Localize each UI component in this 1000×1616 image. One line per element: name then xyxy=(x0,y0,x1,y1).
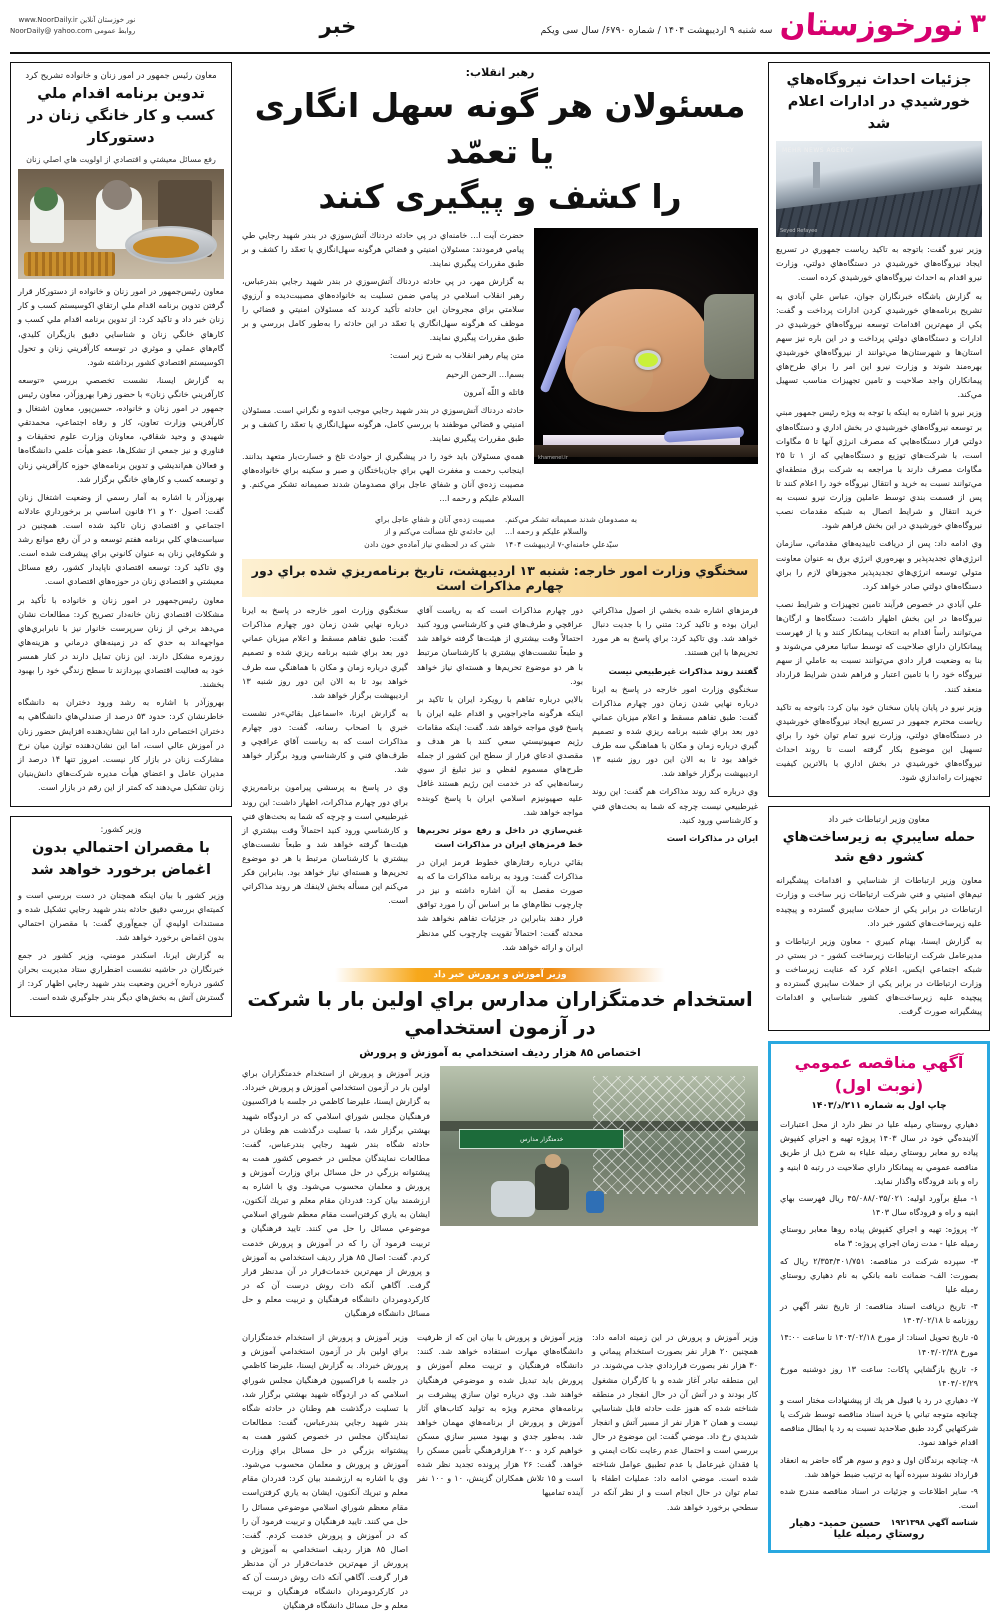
section-title: خبر xyxy=(319,14,357,38)
left-article-headline: جزئيات احداث نيروگاه‌هاي خورشيدي در ادارات اعلام شد xyxy=(786,72,972,132)
interior-minister-headline: با مقصران احتمالي بدون اغماض برخورد خواهد شد xyxy=(30,840,212,878)
paragraph: معاون رئيس‌جمهور در امور زنان و خانواده از دستوركار قرار گرفتن تدوين برنامه اقدام ملي ارتقاي اكوسيستم كسب و كار زنان خبر داد و تاكيد كرد: از تدوين برنامه اقدام ملي كسب و كارهاي خانگي زنان و شناسايي دقيق بازيگران كليدي، گام‌هاي عملي و موثري در توسعه كارآفريني زنان و تحول اكوسيستم اقتصادي كشور برداشته شود. xyxy=(18,286,224,367)
home-business-photo xyxy=(18,169,224,279)
cyber-article-body xyxy=(776,873,982,1018)
paragraph: وزير آموزش و پرورش در اين زمينه ادامه داد: همچنين ۲۰ هزار نفر بصورت استخدام پيماني و ۳۰ هزار نفر بصورت قراردادي جذب مي‌شوند. در اين منطقه تبادر آغاز شده و با كارگران مشغول كار بودند و در آتش آن در حال انفجار در منطقه شناخته شده كه هنوز علت حادثه قابل شناسايي نيست و همان ۲ هزار نفر از مسير آتش و انفجار شديدي رخ داد. موضي گفت: اين موضوع در حال بررسي است و احتمال عدم رعايت نكات ايمني و يا فقدان غيرعامل با عدم تطبيق عوامل شناخته شده است. موضي ادامه داد: عمليات اطفاء با تمام توان در حال انجام است و از نظر آنكه در سطحي برخورد خواهد شد. xyxy=(592,1332,758,1512)
ad-paragraph: ۴- تاريخ دريافت اسناد مناقصه: از تاريخ نشر آگهي در روزنامه تا ۱۴۰۴/۰۲/۱۸ xyxy=(780,1301,978,1326)
paragraph: دور چهارم مذاكرات است كه به رياست آقاي عراقچي و طرف‌هاي فني و كارشناسي ورود كنيد احتمالاً وقت بيشتري از هيئت‌ها گرفته خواهد شد و طبعاً نشست‌هاي بيشتري با كارشناسان مرتبط با هر دو موضوع تحريم‌ها و هسته‌اي نياز خواهد بود. xyxy=(417,605,583,686)
photo-watermark-agency: MEHR NEWS AGENCY xyxy=(782,147,855,155)
paragraph: بهروزآذر با اشاره به رشد ورود دختران به دانشگاه خاطرنشان كرد: حدود ۵۳ درصد از صندلي‌هاي دانشگاهي به دختران اختصاص دارد اما اين نشان‌دهنده افزايش حضور زنان در آموزش عالي است، اما اين نشان‌دهنده توازن ميان نرخ مشاركت زنان در بازار كار نيست. امروز تنها ۱۴ درصد از مديران عامل و اعضاي هيأت مديره شركت‌هاي دانش‌بنيان زنان تشكيل مي‌دهند كه كمتر از اين رقم در بازار است. xyxy=(18,697,224,792)
tail-line: مصيبت زده‌ي آنان و شفاي عاجل براي xyxy=(374,514,495,524)
paragraph: وزير آموزش و پرورش با بيان اين كه از ظرفيت دانشگاه‌هاي مهارت استفاده خواهد شد. كنند: دانشگاه فرهنگيان و تربيت معلم آموزش و پرورش بايد تبديل شده و موضوعي فرهنگيان خواهند شد. وي درباره توان سازي پيشرفت بر برنامه‌هاي محترم ويژه به توليد كتاب‌هاي آثار آموزش و پرورش از برنامه‌هاي مهمان خواهد شد. به‌طور جدي و بهبود مسير سازي مسكن خواهيم كرد و ۲۰۰ هزارفرهنگي تأمين مسكن را خواهد. گفت: ۲۶ هزار پرونده تجديد نظر شده است و ۱۵ تلاش همكاران گزينش، ۱۰ و ۱۰۰ نفر آينده تماميها xyxy=(417,1332,584,1498)
ad-paragraph: ۹- ساير اطلاعات و جزئيات در اسناد مناقصه مندرج شده است. xyxy=(780,1485,978,1511)
signature-line: سيّدعلي خامنه‌اي-۷ ارديبهشت ۱۴۰۴ xyxy=(505,539,619,549)
signature-block xyxy=(505,514,758,552)
women-article-subhead: رفع مسائل معيشتي و اقتصادي از اولويت هاي اصلي زنان xyxy=(26,155,216,165)
main-headline-line2: را کشف و پیگیری کنند xyxy=(318,177,682,217)
logo-wordmark: نورخوزستان xyxy=(779,8,966,43)
cyber-article-headline: حمله سايبري به زيرساخت‌هاي كشور دفع شد xyxy=(782,830,976,865)
photo-watermark-photographer: Seyed Refayee xyxy=(780,228,818,235)
solar-panel-photo xyxy=(776,141,982,237)
photo-credit: khamenei.ir xyxy=(538,454,568,461)
ad-signer: حسين حميد- دهيار روستاي رميله عليا xyxy=(789,1518,925,1541)
women-article-headline: تدوين برنامه اقدام ملي كسب و كار خانگي زنان در دستوركار xyxy=(27,86,215,146)
women-article-kicker: معاون رئيس جمهور در امور زنان و خانواده تشريح كرد xyxy=(25,71,217,81)
subheading: گفتند روند مذاكرات غيرطبيعي نيست xyxy=(608,665,758,676)
ad-body xyxy=(780,1117,978,1512)
ad-paragraph: ۲- پروژه: تهيه و اجراي كفپوش پياده روها معابر روستاي رميله عليا - مدت زمان اجراي پروژه: ۳ ماه xyxy=(780,1224,978,1249)
ad-signature xyxy=(780,1518,978,1540)
paragraph: وزير نيرو گفت: باتوجه به تاكيد رياست جمهوري در تسريع ايجاد نيروگاه‌هاي خورشيدي در دستگاه‌هاي دولتي، وزارت نيرو اقدام به احداث نيروگاه‌هاي خورشيدي كرده است. xyxy=(776,244,982,283)
paragraph: معاون رئيس‌جمهور در امور زنان و خانواده با تأكيد بر مشكلات اقتصادي زنان خانه‌دار تصريح كرد: مطالعات نشان مي‌دهد برخي از زنان سرپرست خانوار نيز با نابرابري‌هاي مواجهه‌اند به حدي كه در زمينه‌هاي درماني و هزينه‌هاي روزمره مشكل دارند. اين زنان تمايل دارند در كنار همسر خود به فعاليت اقتصادي بپردازند تا سطح زندگي خود را بهبود بخشند. xyxy=(18,594,224,690)
education-minister-kicker: وزير آموزش و پرورش خبر داد xyxy=(335,968,665,982)
paragraph: وزير نيرو در پايان پايان سخنان خود بيان كرد: باتوجه به تاكيد رياست محترم جمهور در تسريع ايجاد نيروگاه‌هاي خورشيدي در دستگاه‌هاي دولتي، وزارت نيرو تمام توان خود را براي تسهيل اين موضوع بكار گرفته است تا روند احداث نيروگاه‌هاي خورشيدي در بخش اداري با بالاترين كيفيت تجهيزات راه‌اندازي شود. xyxy=(776,701,982,783)
signature-line: به مصدومان شدند صميمانه تشكر مي‌كنم. xyxy=(505,514,638,524)
page-grid xyxy=(0,54,1000,1616)
education-col-2 xyxy=(417,1330,583,1616)
issue-line: سه شنبه ۹ اردیبهشت ۱۴۰۴ / شماره ۶۷۹۰/ سال سی ویکم xyxy=(540,24,773,36)
education-article-body xyxy=(242,1330,758,1616)
ad-paragraph: ۷- دهياري در رد يا قبول هر يك از پيشنهادات مختار است و چنانچه متوجه تباني يا خريد اسناد مناقصه توسط شركت يا شركتهايي گردد طبق صلاحديد نسبت به رد يا ابطال مناقصه اقدام خواهد نمود. xyxy=(780,1394,978,1448)
paragraph: علي آبادي در خصوص فرآيند تامين تجهيزات و شرايط نصب نيروگاه‌ها در اين بخش اظهار داشت: دستگاه‌ها و ارگان‌ها مي‌توانند رأساً اقدام به انتخاب پيمانكار كنند و يا از فهرست پيمانكاران داراي صلاحيت كه توسط ساتبا معرفي مي‌شوند و بنا به وضعيت قرار دادي مي‌توانند نسبت به عاملي از سهم نيروگاه خود را با تامين اعتبار و فراهم شدن شرايط قرارداد منعقد كنند. xyxy=(776,598,982,694)
education-article-lead xyxy=(242,1066,430,1324)
paragraph: سخنگوي وزارت امور خارجه در پاسخ به ايرنا درباره نهايي شدن زمان دور چهارم مذاكرات گفت: طبق تفاهم مسقط و اعلام ميزبان عماني دور بعد براي شنبه برنامه ريزي شده و تصميم گيري درباره زمان و مكان با هماهنگي سه طرف خواهد بود تا به الان اين دور روز شنبه ۱۳ ارديبهشت برگزار خواهد شد. xyxy=(242,605,408,700)
ad-paragraph: ۶- تاريخ بازگشايي پاكات: ساعت ۱۳ روز دوشنبه مورخ ۱۴۰۴/۰۲/۲۹ xyxy=(780,1363,978,1388)
paragraph: وي ادامه داد: پس از دريافت تاييديه‌هاي مقدماتي، سازمان انرژي‌هاي تجديدپذير و بهره‌وري انرژي برق به عنوان معاونت متولي توسعه انرژي‌هاي تجديدپذير مجوزهاي لازم را براي دستگاه‌هاي دولتي صادر خواهد كرد. xyxy=(776,538,982,591)
signature-line: والسلام عليكم و رحمه ا... xyxy=(505,527,588,537)
paragraph: وي در پاسخ به پرسشي پيرامون برنامه‌ريزي براي دور چهارم مذاكرات، اظهار داشت: اين روند غيرطبيعي است و چرچه كه شما به بحث‌هاي فني و كارشناسي ورود كنيد احتمالاً وقت بيشتري از هيئت‌ها گرفته خواهد شد و طبعاً نشست‌هاي بيشتري با كارشناسان مرتبط با هر دو موضوع تحريم‌ها و هسته‌اي نياز خواهد بود. بنابراين فكر مي‌كنم اين مسأله بخش لاينفك هر روند مذاكراتي است. xyxy=(242,782,408,906)
subheading: غني‌سازي در داخل و رفع موثر تحريم‌ها خط قرمزهاي ايران در مذاكرات است xyxy=(417,824,583,849)
education-headline: استخدام خدمتگزاران مدارس براي اولين بار با شركت در آزمون استخدامي xyxy=(247,987,753,1039)
paragraph: حضرت آيت ا... خامنه‌اي در پي حادثه دردناك آتش‌سوزي در بندر شهيد رجايي طي پيامي فرمودند: مسئولان امنيتي و قضائي هرگونه سهل‌انگاري يا تعمّد را كشف و بر طبق مقررات پيگيري نمايند. xyxy=(242,229,524,268)
masthead-contact xyxy=(10,15,135,37)
paragraph: حادثه دردناك آتش‌سوزي در بندر شهيد رجايي موجب اندوه و نگراني است. مسئولان امنيتي و قضائي موظفند با بررسي كامل، هرگونه سهل‌انگاري يا تعمّد را كشف و بر طبق مقررات پيگيري نمايند. xyxy=(242,404,524,444)
ad-title: آگهي مناقصه عمومي (نوبت اول) xyxy=(794,1053,964,1095)
paragraph: بهروزآذر با اشاره به آمار رسمي از وضعيت اشتغال زنان گفت: اصول ۲۰ و ۲۱ قانون اساسي بر برخورداري عادلانه اجتماعي و اقتصادي زنان تاكيد شده است. همچنين در سياست‌هاي كلي برنامه هفتم توسعه و در آن رفع موانع رشد و شكوفايي زنان به عنوان كانوني براي پيشرفت شده است. وي تاكيد كرد: توسعه اقتصادي ناپايدار كشور، رفع مسائل معيشتي و اقتصادي زنان در حوزه‌هاي اقتصادي است. xyxy=(18,491,224,587)
education-col-1 xyxy=(242,1330,408,1616)
main-headline-line1: مسئولان هر گونه سهل انگاری یا تعمّد xyxy=(254,86,746,171)
message-tail-block xyxy=(242,514,495,552)
ad-paragraph: دهياري روستاي رميله عليا در نظر دارد از محل اعتبارات آلاينده‌گي خود در سال ۱۴۰۳ پروژه تهيه و اجراي كفپوش پياده رو معابر روستاي رميله علياء به شرح ذيل از طريق مناقصه عمومي به پيمانكار داراي صلاحيت در رتبه ۵ ابنيه و راه و باند فرودگاه واگذار نمايد. xyxy=(780,1119,979,1186)
leader-message-body xyxy=(242,228,524,510)
ad-paragraph: ۳- سپرده شركت در مناقصه: ۲/۳۵۴/۴۰۱/۷۵۱ ريال كه بصورت: الف- ضمانت نامه بانكي به نام دهياري روستاي رميله عليا xyxy=(780,1255,978,1294)
education-banner-wrap xyxy=(242,968,758,982)
right-article-interior-minister xyxy=(10,816,232,1017)
paragraph: بالايي درباره تفاهم با رويكرد ايران با تاكيد بر اينكه هرگونه ماجراجويي و اقدام عليه ايران با پاسخ قوي مواجه خواهد شد. گفت: اينكه مقامات رژيم صهيونيستي سعي كنند با هر هدف و مقصدي ادعاي فرار از سطح اين كشور از جمله طرح‌هاي مسموم لفظي و نيز تبليغ از سوي رسانه‌هايي كه در خدمت اين رژيم هستند غافل عليه صهيونيزم اسلامي ايران با پاسخ كوبنده مواجه خواهد شد. xyxy=(417,693,583,817)
paragraph: وزير نيرو با اشاره به اينكه با توجه به ويژه رئيس جمهور مبني بر توسعه نيروگاه‌هاي خورشيدي در بخش اداري و دستگاه‌هاي دولتي قرار دستگاه‌هايي كه مصرف انرژي آنها تا ۵ مگاوات است، با شركت‌هاي توزيع و دستگاه‌هايي كه از ۱ تا ۲۵ مگاوات مصرف دارند با مراجعه به شركت برق منطقه‌اي مي‌توانند نسبت به خريد و انتقال نيروگاه خود را اعلام كنند تا پس از قسمت بندي توسط عاملين وزارت نيرو نسبت به خريد انتقال و شرايط اتصال به شبكه مقدمات نصب نيروگاه‌هاي خورشيدي در اين بخش فراهم شود. xyxy=(776,407,982,531)
school-yard-photo: خدمتگزار مدارس xyxy=(440,1066,758,1226)
negotiations-col-b xyxy=(417,603,583,958)
paragraph: وزير كشور با بيان اينكه همچنان در دست بررسي است و كميته‌اي بررسي دقيق حادثه بندر شهيد رجايي تشكيل شده و مستندات اوليه‌ي آن جمع‌آوري گفت: با مقصران احتمالي بدون اغماض برخورد خواهد شد. xyxy=(18,889,224,942)
paragraph: قرمزهاي اشاره شده بخشي از اصول مذاكراتي ايران بوده و تاكيد كرد: متني را با جديت دنبال خواهد شد. وي تاكيد كرد: براي پاسخ به هر مورد تحريم‌ها با اين هستند. xyxy=(592,605,758,658)
paragraph: معاون وزير ارتباطات از شناسايي و اقدامات پيشگيرانه تيم‌هاي امنيتي و فني شركت ارتباطات زير ساخت و وزارت ارتباطات در برابر يكي از حملات سايبري گسترده و پيچيده عليه زيرساخت‌هاي كشور خبر داد. xyxy=(776,875,982,928)
negotiations-col-a xyxy=(242,603,408,958)
ad-paragraph: ۱- مبلغ برآورد اوليه: ۴۵/۰۸۸/۰۳۵/۰۲۱ ريال فهرست بهاي ابنيه و راه و فرودگاه سال ۱۴۰۳ xyxy=(780,1192,978,1218)
message-signature-row xyxy=(242,514,758,552)
subheading: ايران در مذاكرات است xyxy=(666,832,758,843)
ad-reference-number: شناسه آگهي ۱۹۲۱۳۹۸ xyxy=(890,1518,978,1528)
newspaper-logo[interactable] xyxy=(779,8,986,43)
education-subheadline: اختصاص ۸۵ هزار رديف استخدامي به آموزش و پرورش xyxy=(359,1047,641,1060)
left-article-body xyxy=(776,242,982,784)
interior-minister-kicker: وزير كشور: xyxy=(100,825,142,836)
leader-hand-photo xyxy=(534,228,758,464)
right-column xyxy=(10,62,232,1616)
paragraph: به گزارش ايسنا، بهنام كبيري - معاون وزير ارتباطات و مديرعامل شركت ارتباطات زيرساخت كشور - در بستي در شبكه اجتماعي ايكس، اعلام كرد كه عنايت زيرساخت و وزارت ارتباطات در برابر يكي از حملات سايبري گسترده و پيچيده عليه زيرساخت‌هاي كشور شناسايي و اقدامات پيشگيرانه صورت گرفت. xyxy=(776,935,982,1017)
education-col-3 xyxy=(592,1330,758,1616)
tender-advertisement xyxy=(768,1041,990,1553)
paragraph: وزير آموزش و پرورش از استخدام خدمتگزاران براي اولين بار در آزمون استخدامي آموزش و پرورش خبرداد. به گزارش ايسنا، عليرضا كاظمي در جلسه با فراكسيون فرهنگيان مجلس شوراي اسلامي كه در اردوگاه شهيد بهشتي برگزار شد، با تسليت درگذشت هم وطنان در حادثه شگاه بندر شهيد رجايي بندرعباس، گفت: مطالعات نمايندگان مجلس در خصوص كشور همت به پيشتوانه بزرگي در حل مسائل براي وزارت آموزش و پرورش و معلمان محسوب مي‌شود. وي با اشاره به ارزشمند بيان كرد: قدردان مقام معلم و تبريك آنكنون، ايشان به ياري كرفتن‌است مقام معظم شوراي اسلامي موضوعي مسائل را حل مي كنند. تاييد فرهنگيان و تربيت فرمود آن را كه در آموزش و پرورش خدمت كردم. گفت: اصال ۸۵ هزار رديف استخدامي به آموزش و پرورش از مهم‌ترين خدمات‌قرار در آن مدنظر قرار گرفت. آگاهي آنكه ذات روش درست آن كه در كاركردومردان دانشگاه فرهنگيان و تربيت معلم و حل مسائل دانشگاه فرهنگيان xyxy=(242,1332,408,1611)
paragraph: به گزارش ايرنا، «اسماعيل بقائي»در نشست خبري با اصحاب رسانه، گفت: دور چهارم مذاكرات است كه به رياست آقاي عراقچي و طرف‌هاي فني و كارشناسي ورود برگزار خواهد شد. xyxy=(242,707,408,775)
negotiations-article xyxy=(242,603,758,958)
paragraph: به گزارش ايسنا، نشست تخصصي بررسي «توسعه كارآفريني خانگي زنان» با حضور زهرا بهروزآذر، معاون رئيس جمهور در امور زنان و خانواده، حسين‌پور، معاون اشتغال و كارآفريني وزارت تعاون، كار و رفاه اجتماعي، محمدتقي شهيدي و وحيد شقاقي، معاونان وزارت علوم تحقيقات و فناوري و نيز جمعي از تشكل‌ها، عضو هيأت علمي دانشگاه‌ها و فعالان هم‌انديشي و تدوين برنامه‌هاي حوزه كارآفريني زنان و توسعه كسب و كارهاي خانگي برگزار شد. xyxy=(18,374,224,484)
tail-line: اين حادثه‌ي تلخ مسألت مي‌كنم و از xyxy=(384,527,495,537)
left-article-solar xyxy=(768,62,990,797)
paragraph: همه‌ي مسئولان بايد خود را در پيشگيري از حوادث تلخ و خسارت‌بار متعهد بدانند. اينجانب رحمت و مغفرت الهي براي جان‌باختگان و صبر و سكينه براي خانواده‌هاي مصيبت زده‌ي آنان و شفاي عاجل براي مصدومان شدند صميمانه تشكر مي‌كنم. و السلام عليكم و رحمه ا... xyxy=(242,451,524,504)
paragraph: به گزارش ايرنا، اسكندر مومني، وزير كشور در جمع خبرنگاران در حاشيه نشست اضطراري ستاد مديريت بحران كشور درباره آخرين وضعيت بندر شهيد رجايي اظهار كرد: از گسترش آتش به بخش‌هاي ديگر بندر جلوگيري شده است. xyxy=(18,950,224,1003)
paragraph: سخنگوي وزارت امور خارجه در پاسخ به ايرنا درباره نهايي شدن زمان دور چهارم مذاكرات گفت: طبق تفاهم مسقط و اعلام ميزبان عماني دور بعد براي شنبه برنامه ريزي شده و تصميم گيري درباره زمان و مكان با هماهنگي سه طرف خواهد بود تا به الان اين دور روز شنبه ۱۳ ارديبهشت برگزار خواهد شد. xyxy=(592,683,758,779)
cyber-article-kicker: معاون وزير ارتباطات خبر داد xyxy=(828,815,930,826)
paragraph: بسم‌ا... الرحمن الرحيم xyxy=(446,368,524,379)
paragraph: قاتله و اللّه آمرون xyxy=(463,386,524,397)
women-article-body xyxy=(18,284,224,794)
site-url[interactable]: www.NoorDaily.ir xyxy=(18,16,78,25)
page-number: ۳ xyxy=(970,9,986,39)
negotiations-col-c xyxy=(592,603,758,958)
paragraph: متن پيام رهبر انقلاب به شرح زير است: xyxy=(389,350,524,361)
left-column xyxy=(768,62,990,1616)
ad-paragraph: ۵- تاريخ تحويل اسناد: از مورخ ۱۴۰۴/۰۲/۱۸ تا ساعت ۱۴:۰۰ مورخ ۱۴۰۴/۰۲/۲۸ xyxy=(780,1332,978,1357)
foreign-ministry-banner: سخنگوي وزارت امور خارجه: شنبه ۱۳ ارديبهشت، تاريخ برنامه‌ريزي شده براي دور چهارم مذاكرات است xyxy=(242,559,758,597)
site-label-fa: نور خوزستان آنلاین xyxy=(79,16,136,25)
education-photo-section xyxy=(242,1066,758,1324)
ad-subtitle: چاپ اول به شماره ۲۱۱/د/۱۴۰۳ xyxy=(811,1101,947,1112)
center-column xyxy=(242,62,758,1616)
masthead xyxy=(0,0,1000,52)
relations-label: روابط عمومی xyxy=(94,27,136,35)
left-article-cyber xyxy=(768,806,990,1031)
paragraph: وزير آموزش و پرورش از استخدام خدمتگزاران براي اولين بار در آزمون استخدامي آموزش و پرورش خبرداد. به گزارش ايسنا، عليرضا كاظمي در جلسه با فراكسيون فرهنگيان مجلس شوراي اسلامي كه در اردوگاه شهيد بهشتي برگزار شد، با تسليت درگذشت هم وطنان در حادثه شگاه بندر شهيد رجايي بندرعباس، گفت: مطالعات نمايندگان مجلس در خصوص كشور همت به پيشتوانه بزرگي در حل مسائل براي وزارت آموزش و پرورش و معلمان محسوب مي‌شود. وي با اشاره به ارزشمند بيان كرد: قدردان مقام معلم و تبريك آنكنون، ايشان به ياري كرفتن‌است مقام معظم شوراي اسلامي موضوعي مسائل را حل مي كنند. تاييد فرهنگيان و تربيت فرمود آن را كه در آموزش و پرورش خدمت كردم. گفت: اصال ۸۵ هزار رديف استخدامي به آموزش و پرورش از مهم‌ترين خدمات‌قرار در آن مدنظر قرار گرفت. آگاهي آنكه ذات روش درست آن كه در كاركردومردان دانشگاه فرهنگيان و تربيت معلم و حل مسائل دانشگاه فرهنگيان xyxy=(242,1068,430,1319)
interior-minister-body xyxy=(18,888,224,1005)
email-address[interactable]: NoorDaily@ yahoo.com xyxy=(10,27,93,35)
paragraph: وي درباره كند روند مذاكرات هم گفت: اين روند غيرطبيعي نيست چرچه كه شما به بحث‌هاي فني و كارشناسي ورود كنيد. xyxy=(592,786,758,825)
paragraph: به گزارش باشگاه خبرنگاران جوان، عباس علي آبادي به تشريح برنامه‌هاي خورشيدي كردن ادارات پرداخت و گفت: يكي از مهم‌ترين اقدامات توسعه نيروگاه‌هاي خورشيدي در ادارات و دستگاه‌هاي دولتي پرداخت و در اين باره نيز سهم استان‌ها و شهرستان‌ها مي‌توانند از نيروگاه‌هاي خورشيدي بهره‌مند شوند و وزارت نيرو اين امر را براي طرح‌هاي پيمانكاران واجد صلاحيت و تامين تجهيزات مناسب تسهيل مي‌كند. xyxy=(776,290,982,400)
ad-paragraph: ۸- چنانچه برندگان اول و دوم و سوم هر گاه حاضر به انعقاد قرارداد نشوند سپرده آنها به ترتيب ضبط خواهد شد. xyxy=(780,1454,978,1479)
tail-line: شتي كه در لحظه‌ي نياز آماده‌ي خون دادن xyxy=(364,539,495,549)
main-headline xyxy=(242,83,758,220)
leader-kicker: رهبر انقلاب: xyxy=(465,66,535,79)
paragraph: به گزارش مهر، در پي حادثه دردناك آتش‌سوزي در بندر شهيد رجايي بندرعباس، رهبر انقلاب اسلامي در پيامي ضمن تسليت به خانواده‌هاي مصيبت‌ديده و آرزوي سلامتي براي مجروحان اين حادثه تأكيد كردند كه مسئولان امنيتي و قضائي را موظف كه هرگونه سهل‌انگاري يا تعمّد در اين حادثه را به‌طور كامل بررسي و بر طبق مقررات پيگيري نمايند. xyxy=(242,275,524,343)
paragraph: بقائي درباره رفتارهاي خطوط قرمز ايران در مذاكرات گفت: ورود به برنامه مذاكرات ما كه به صورت مفصل به آن اشاره داشته و نيز در چارچوب نظام‌هاي ما بر اساس آن را مورد توافق قرار دهند بنابراين در جزئيات تفاهم نخواهد شد محدثه گفت: احتمالاً تقويت چارچوب كلي مدنظر ايران و ارائه خواهد شد. xyxy=(417,856,583,952)
lead-section xyxy=(242,228,758,510)
right-article-women xyxy=(10,62,232,807)
